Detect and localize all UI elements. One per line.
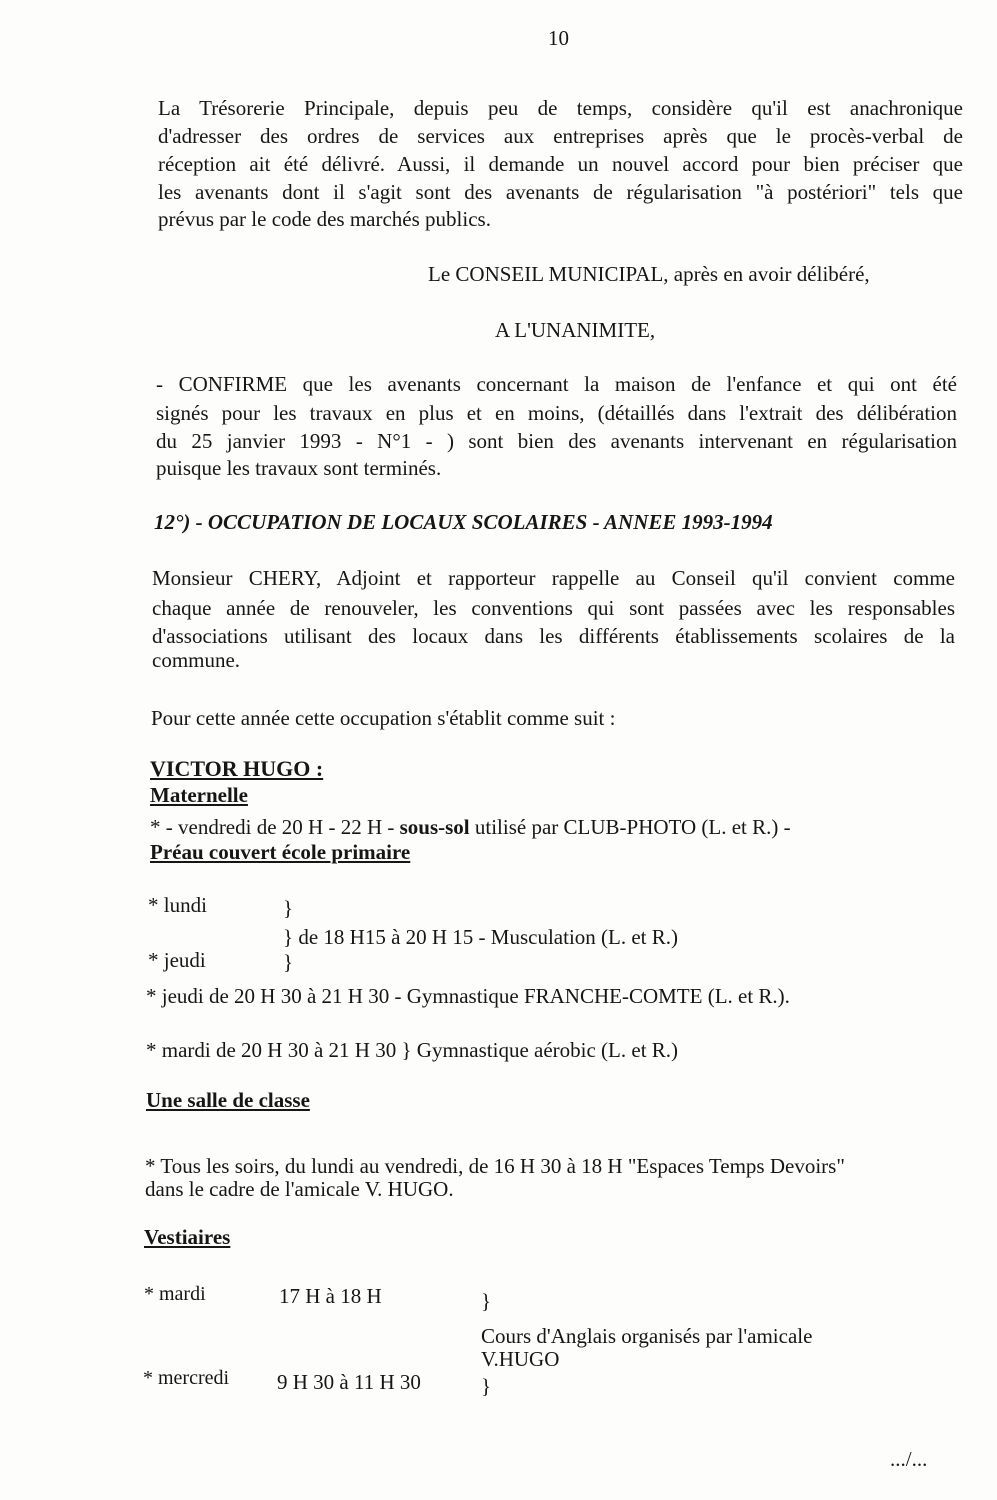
salle-classe-heading: Une salle de classe — [146, 1088, 310, 1112]
para2-line-3: du 25 janvier 1993 - N°1 - ) sont bien des avenants intervenant en régularisation — [156, 429, 957, 453]
lundi-label: * lundi — [148, 893, 207, 917]
tous-soirs-line-2: dans le cadre de l'amicale V. HUGO. — [145, 1177, 454, 1201]
vest-mardi-time: 17 H à 18 H — [279, 1284, 382, 1308]
mardi-aerobic-line: * mardi de 20 H 30 à 21 H 30 } Gymnastique aérobic (L. et R.) — [146, 1038, 679, 1062]
maternelle-line-suffix: utilisé par CLUB-PHOTO (L. et R.) - — [469, 815, 791, 839]
tous-soirs-line-1: * Tous les soirs, du lundi au vendredi, de 16 H 30 à 18 H "Espaces Temps Devoirs" — [145, 1154, 845, 1178]
maternelle-line — [150, 813, 791, 841]
victor-hugo-heading: VICTOR HUGO : — [150, 756, 324, 781]
para4-line: Pour cette année cette occupation s'établit comme suit : — [151, 706, 616, 730]
vest-mercredi-day: * mercredi — [143, 1367, 230, 1389]
para1-line-1: La Trésorerie Principale, depuis peu de temps, considère qu'il est anachronique — [158, 96, 963, 120]
continuation-mark: .../... — [890, 1447, 928, 1471]
para3-line-1: Monsieur CHERY, Adjoint et rapporteur rappelle au Conseil qu'il convient comme — [152, 566, 955, 590]
para2-line-4: puisque les travaux sont terminés. — [156, 456, 442, 480]
jeudi-brace: } — [283, 950, 294, 974]
vest-mardi-day: * mardi — [144, 1283, 206, 1305]
para3-line-4: commune. — [152, 648, 241, 672]
para1-line-5: prévus par le code des marchés publics. — [158, 207, 491, 231]
jeudi-gym-line: * jeudi de 20 H 30 à 21 H 30 - Gymnastique FRANCHE-COMTE (L. et R.). — [146, 984, 790, 1008]
vest-brace-top: } — [481, 1289, 492, 1313]
para3-line-2: chaque année de renouveler, les conventions qui sont passées avec les responsables — [152, 596, 955, 620]
para3-line-3: d'associations utilisant des locaux dans les différents établissements scolaires de la — [152, 624, 955, 648]
council-line: Le CONSEIL MUNICIPAL, après en avoir délibéré, — [428, 262, 870, 286]
vestiaires-heading: Vestiaires — [144, 1225, 231, 1249]
preau-heading: Préau couvert école primaire — [150, 840, 411, 864]
vest-mercredi-time: 9 H 30 à 11 H 30 — [277, 1370, 421, 1394]
musculation-line: } de 18 H15 à 20 H 15 - Musculation (L. et R.) — [283, 925, 679, 949]
para1-line-3: réception ait été délivré. Aussi, il demande un nouvel accord pour bien préciser que — [158, 152, 963, 176]
page-number: 10 — [548, 26, 569, 50]
section-heading: 12°) - OCCUPATION DE LOCAUX SCOLAIRES - ANNEE 1993-1994 — [154, 510, 773, 534]
unanimity-line: A L'UNANIMITE, — [495, 318, 656, 342]
para2-line-2: signés pour les travaux en plus et en moins, (détaillés dans l'extrait des délibération — [156, 401, 957, 425]
jeudi-label: * jeudi — [148, 948, 206, 972]
para1-line-2: d'adresser des ordres de services aux entreprises après que le procès-verbal de — [158, 124, 963, 148]
vest-cours-line-1: Cours d'Anglais organisés par l'amicale — [481, 1324, 813, 1348]
maternelle-heading: Maternelle — [150, 783, 248, 807]
para2-line-1: - CONFIRME que les avenants concernant la maison de l'enfance et qui ont été — [156, 372, 957, 396]
maternelle-line-prefix: * - vendredi de 20 H - 22 H - — [150, 815, 400, 839]
vest-cours-line-2: V.HUGO — [481, 1347, 560, 1371]
maternelle-line-bold: sous-sol — [399, 815, 470, 839]
lundi-brace: } — [283, 896, 294, 920]
para1-line-4: les avenants dont il s'agit sont des avenants de régularisation "à postériori" tels que — [158, 180, 963, 204]
vest-brace-bottom: } — [481, 1374, 492, 1398]
